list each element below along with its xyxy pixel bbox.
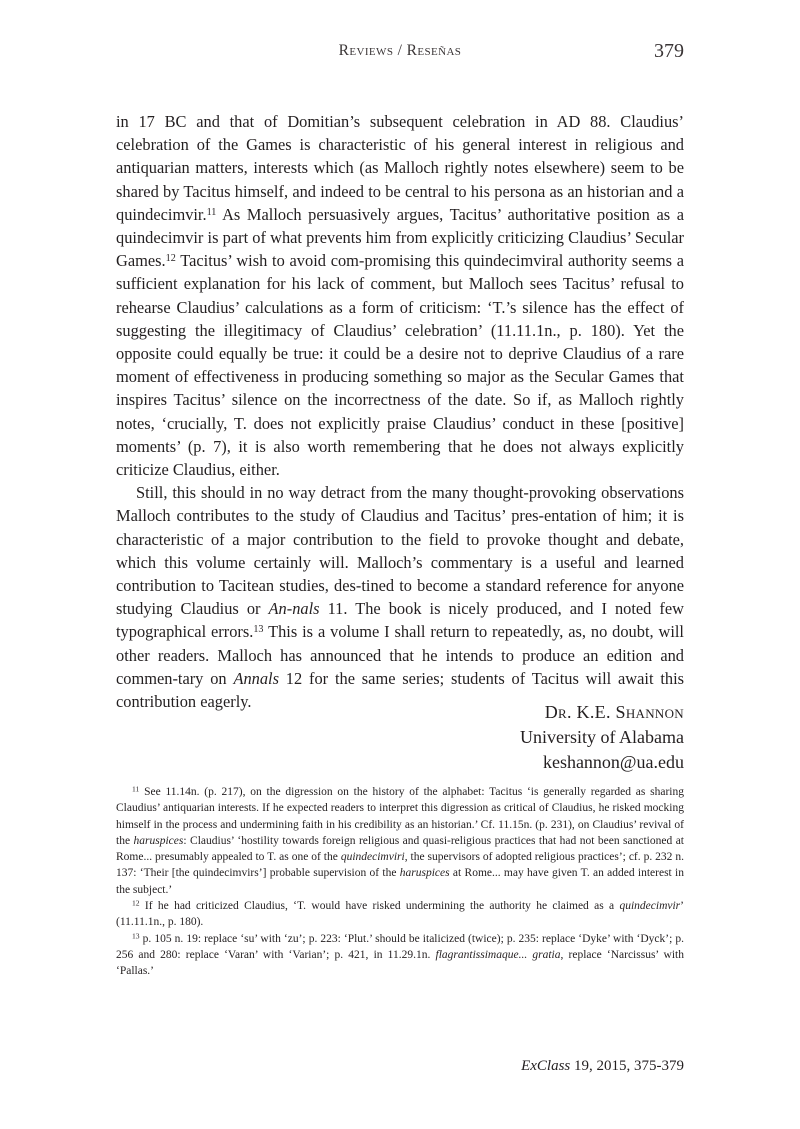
author-affiliation: University of Alabama	[520, 727, 684, 747]
footnotes-section	[116, 784, 684, 980]
author-email: keshannon@ua.edu	[542, 752, 684, 772]
author-name: Dr. K.E. Shannon	[544, 702, 684, 722]
running-head-title: Reviews / Reseñas	[338, 42, 462, 59]
footnote-item: $^{13}$ p. 105 n. 19: replace ‘su’ with ‘zu’; p. 223: ‘Plut.’ should be italicized (twice); p. 235: replace ‘Dyke’ with ‘Dyck’; p. 256 and 280: replace ‘Varan’ with ‘Varian’; p. 421, in 11.29.1n. flagrantissimaque... gratia, replace ‘Narcissus’ with ‘Pallas.’	[116, 931, 684, 978]
running-head	[116, 42, 684, 68]
footnote-item: $^{11}$ See 11.14n. (p. 217), on the digression on the history of the alphabet: Tacitus ‘is generally regarded as sharing Claudius’ antiquarian interests. If he expected readers to interpret this digression as critical of Claudius, he risked mocking himself in the process and undermining faith in his credibility as an historian.’ Cf. 11.15n. (p. 231), on Claudius’ revival of the haruspices: Claudius’ ‘hostility towards foreign religious and quasi-religious practices that had not been sanctioned at Rome... presumably appealed to T. as one of the quindecimviri, the supervisors of adopted religious practices’; cf. p. 232 n. 137: ‘Their [the quindecimvirs’] probable supervision of the haruspices at Rome... may have given T. an added interest in the subject.’	[116, 784, 684, 896]
author-signature-block	[116, 700, 684, 775]
journal-citation-footer: ExClass 19, 2015, 375-379	[521, 1058, 684, 1074]
footnote-item: $^{12}$ If he had criticized Claudius, ‘T. would have risked undermining the authority he claimed as a quindecimvir’ (11.11.1n., p. 180).	[116, 898, 684, 929]
body-paragraph-1: in 17 BC and that of Domitian’s subsequent celebration in AD 88. Claudius’ celebration of the Games is characteristic of his general interest in religious and antiquarian matters, interests which (as Malloch rightly notes elsewhere) seem to be shared by Tacitus himself, and indeed to be central to his persona as an historian and a quindecimvir.$^{11}$ As Malloch persuasively argues, Tacitus’ authoritative position as a quindecimvir is part of what prevents him from explicitly criticizing Claudius’ Secular Games.$^{12}$ Tacitus’ wish to avoid com⁠-⁠promising this quindecimviral authority seems a sufficient explanation for his lack of comment, but Malloch sees Tacitus’ refusal to rehearse Claudius’ calculations as a form of criticism: ‘T.’s silence has the effect of suggesting the illegitimacy of Claudius’ celebration’ (11.11.1n., p. 180). Yet the opposite could equally be true: it could be a desire not to deprive Claudius of a rare moment of effectiveness in producing something so major as the Secular Games that inspires Tacitus’ silence on the incorrectness of the date. So if, as Malloch rightly notes, ‘crucially, T. does not explicitly praise Claudius’ conduct in these [positive] moments’ (p. 7), it is also worth remembering that he does not always explicitly criticize Claudius, either.	[116, 112, 684, 480]
page-number: 379	[654, 40, 684, 62]
body-text-column	[116, 110, 684, 713]
body-paragraph-2: Still, this should in no way detract from the many thought-provoking observations Malloch contributes to the study of Claudius and Tacitus’ pres⁠-⁠entation of him; it is characteristic of a major contribution to the field to provoke thought and debate, which this volume certainly will. Malloch’s commentary is a useful and learned contribution to Tacitean studies, des⁠-⁠tined to become a standard reference for anyone studying Claudius or An⁠-⁠nals 11. The book is nicely produced, and I noted few typographical errors.$^{13}$ This is a volume I shall return to repeatedly, as, no doubt, will other readers. Malloch has announced that he intends to produce an edition and commen⁠-⁠tary on Annals 12 for the same series; students of Tacitus will await this contribution eagerly.	[116, 483, 685, 712]
